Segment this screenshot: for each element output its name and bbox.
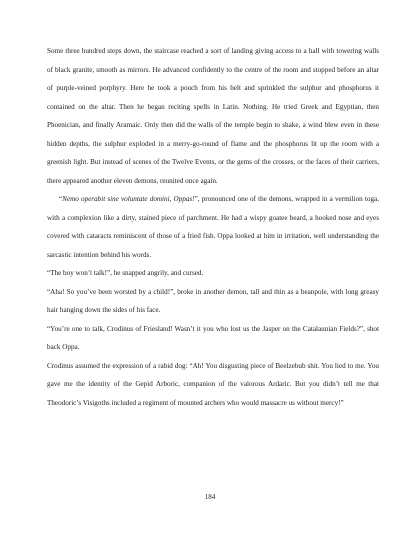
paragraph-5: “You’re one to talk, Crodinus of Friesland! Wasn’t it you who lost us the Jasper on the Catalaunian Fields?”, shot back Oppa.	[47, 324, 379, 351]
latin-phrase: Nemo operabit sine voluntate domini, Oppas!	[62, 195, 195, 203]
quote-open: “	[59, 195, 63, 203]
paragraph-4: “Aha! So you’ve been worsted by a child!”, broke in another demon, tall and thin as a beanpole, with long greasy hair hanging down the sides of his face.	[47, 287, 379, 314]
body-text	[47, 42, 379, 412]
page-number: 184	[204, 493, 216, 501]
paragraph-1: Some three hundred steps down, the staircase reached a sort of landing giving access to a hall with towering walls of black granite, smooth as mirrors. He advanced confidently to the centre of the room and stopped before an altar of purple-veined porphyry. Here he took a pouch from his belt and sprinkled the sulphur and phosphorus it contained on the altar. Then he began reciting spells in Latin. Nothing. He tried Greek and Egyptian, then Phoenician, and finally Aramaic. Only then did the walls of the temple begin to shake, a wind blew even in these hidden depths, the sulphur exploded in a merry-go-round of flame and the phosphorus lit up the room with a greenish light. But instead of scenes of the Twelve Events, or the gems of the crosses, or the faces of their carriers, there appeared another eleven demons, reunited once again.	[47, 47, 379, 185]
paragraph-6: Crodinus assumed the expression of a rabid dog: “Ah! You disgusting piece of Beelzebub shit. You lied to me. You gave me the identity of the Gepid Arboric, companion of the valorous Ardaric. But you didn’t tell me that Theodoric’s Visigoths included a regiment of mounted archers who would massacre us without mercy!”	[47, 361, 379, 407]
paragraph-2-rest: ”, pronounced one of the demons, wrapped in a vermilion toga, with a complexion like a dirty, stained piece of parchment. He had a wispy goatee beard, a hooked nose and eyes covered with cataracts reminiscent of those of a fried fish. Oppa looked at him in irritation, well understanding the sarcastic intention behind his words.	[47, 195, 379, 259]
paragraph-2	[47, 190, 379, 264]
paragraph-3: “The boy won’t talk!”, he snapped angrily, and cursed.	[47, 269, 204, 277]
